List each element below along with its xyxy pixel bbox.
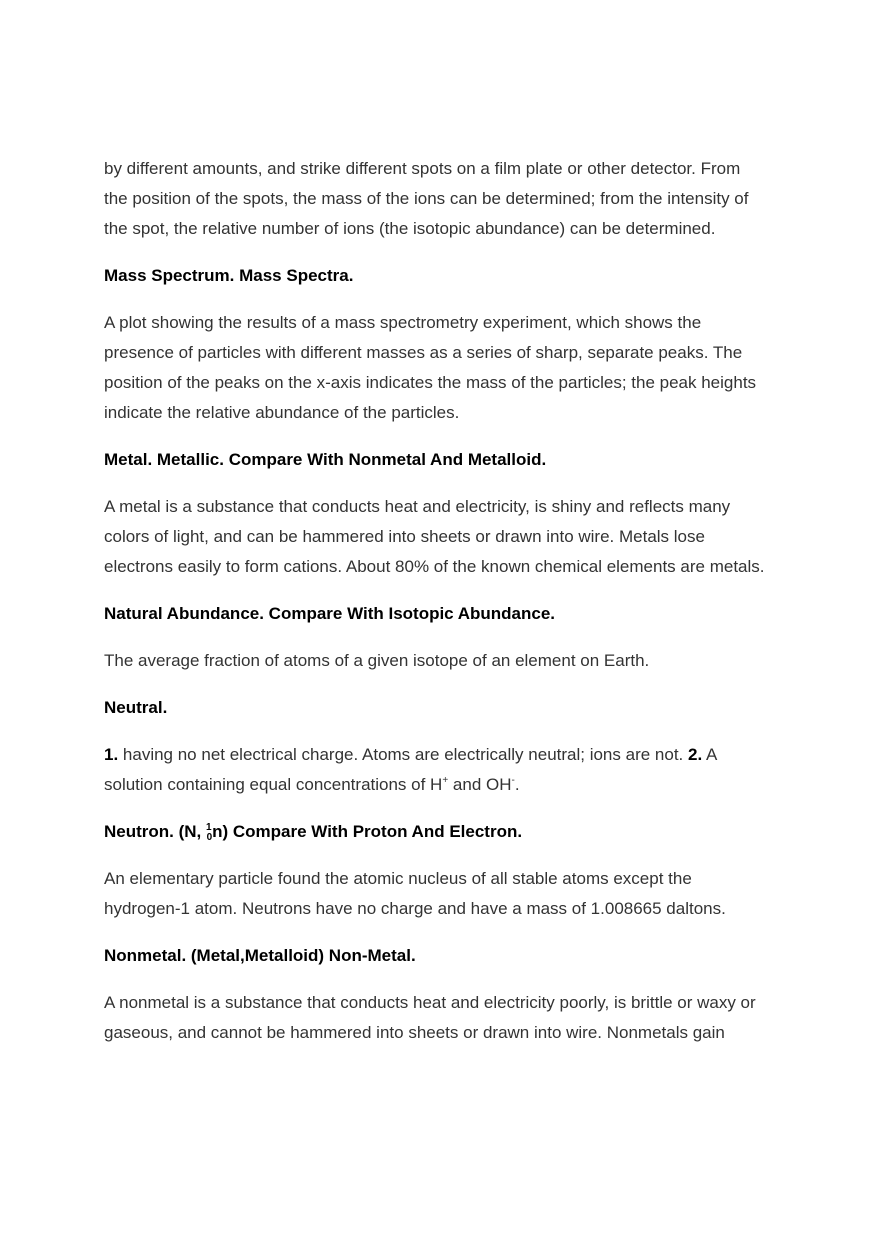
atomic-number-subscript: 0 — [206, 832, 213, 843]
neutral-text: . — [514, 775, 520, 794]
neutron-heading — [104, 817, 804, 847]
metal-paragraph — [104, 492, 804, 582]
mass-spectrum-line: A plot showing the results of a mass spectrometry experiment, which shows the — [104, 313, 702, 332]
mass-spectrum-line: presence of particles with different masses as a series of sharp, separate peaks. The — [104, 343, 743, 362]
superscript-plus: + — [442, 775, 449, 786]
superscript-minus: - — [511, 775, 515, 786]
list-number: 1. — [104, 745, 119, 764]
mass-spectrum-line: indicate the relative abundance of the particles. — [104, 403, 460, 422]
intro-line: the position of the spots, the mass of the ions can be determined; from the intensity of — [104, 189, 749, 208]
neutral-paragraph — [104, 740, 804, 800]
intro-line: by different amounts, and strike different spots on a film plate or other detector. From — [104, 159, 741, 178]
neutron-line: hydrogen-1 atom. Neutrons have no charge and have a mass of 1.008665 daltons. — [104, 899, 726, 918]
natural-abundance-line: The average fraction of atoms of a given isotope of an element on Earth. — [104, 651, 650, 670]
nonmetal-line: gaseous, and cannot be hammered into sheets or drawn into wire. Nonmetals gain — [104, 1023, 725, 1042]
neutron-heading-text: n) Compare With Proton And Electron. — [212, 822, 523, 841]
mass-spectrum-paragraph — [104, 308, 804, 428]
nonmetal-heading: Nonmetal. (Metal,Metalloid) Non-Metal. — [104, 946, 416, 965]
neutral-text: solution containing equal concentrations of H — [104, 775, 443, 794]
neutral-text: having no net electrical charge. Atoms are electrically neutral; ions are not. — [118, 745, 688, 764]
neutron-line: An elementary particle found the atomic nucleus of all stable atoms except the — [104, 869, 692, 888]
mass-number-superscript: 1 — [206, 822, 212, 833]
neutral-line — [104, 740, 804, 770]
metal-line: electrons easily to form cations. About 80% of the known chemical elements are metals. — [104, 557, 765, 576]
neutral-line — [104, 770, 804, 800]
neutron-heading-text: Neutron. (N, — [104, 822, 206, 841]
intro-line: the spot, the relative number of ions (the isotopic abundance) can be determined. — [104, 219, 716, 238]
intro-paragraph — [104, 154, 804, 244]
neutral-text: A — [702, 745, 718, 764]
metal-line: colors of light, and can be hammered into sheets or drawn into wire. Metals lose — [104, 527, 705, 546]
metal-heading: Metal. Metallic. Compare With Nonmetal And Metalloid. — [104, 450, 547, 469]
neutron-paragraph — [104, 864, 804, 924]
mass-spectrum-heading: Mass Spectrum. Mass Spectra. — [104, 266, 354, 285]
neutral-heading: Neutral. — [104, 698, 168, 717]
neutral-text: and OH — [448, 775, 512, 794]
mass-spectrum-line: position of the peaks on the x-axis indicates the mass of the particles; the peak heights — [104, 373, 757, 392]
natural-abundance-heading: Natural Abundance. Compare With Isotopic Abundance. — [104, 604, 556, 623]
list-number: 2. — [688, 745, 703, 764]
nonmetal-line: A nonmetal is a substance that conducts heat and electricity poorly, is brittle or waxy or — [104, 993, 756, 1012]
natural-abundance-paragraph — [104, 646, 804, 676]
metal-line: A metal is a substance that conducts heat and electricity, is shiny and reflects many — [104, 497, 731, 516]
document-page — [104, 154, 804, 1048]
nonmetal-paragraph — [104, 988, 804, 1048]
